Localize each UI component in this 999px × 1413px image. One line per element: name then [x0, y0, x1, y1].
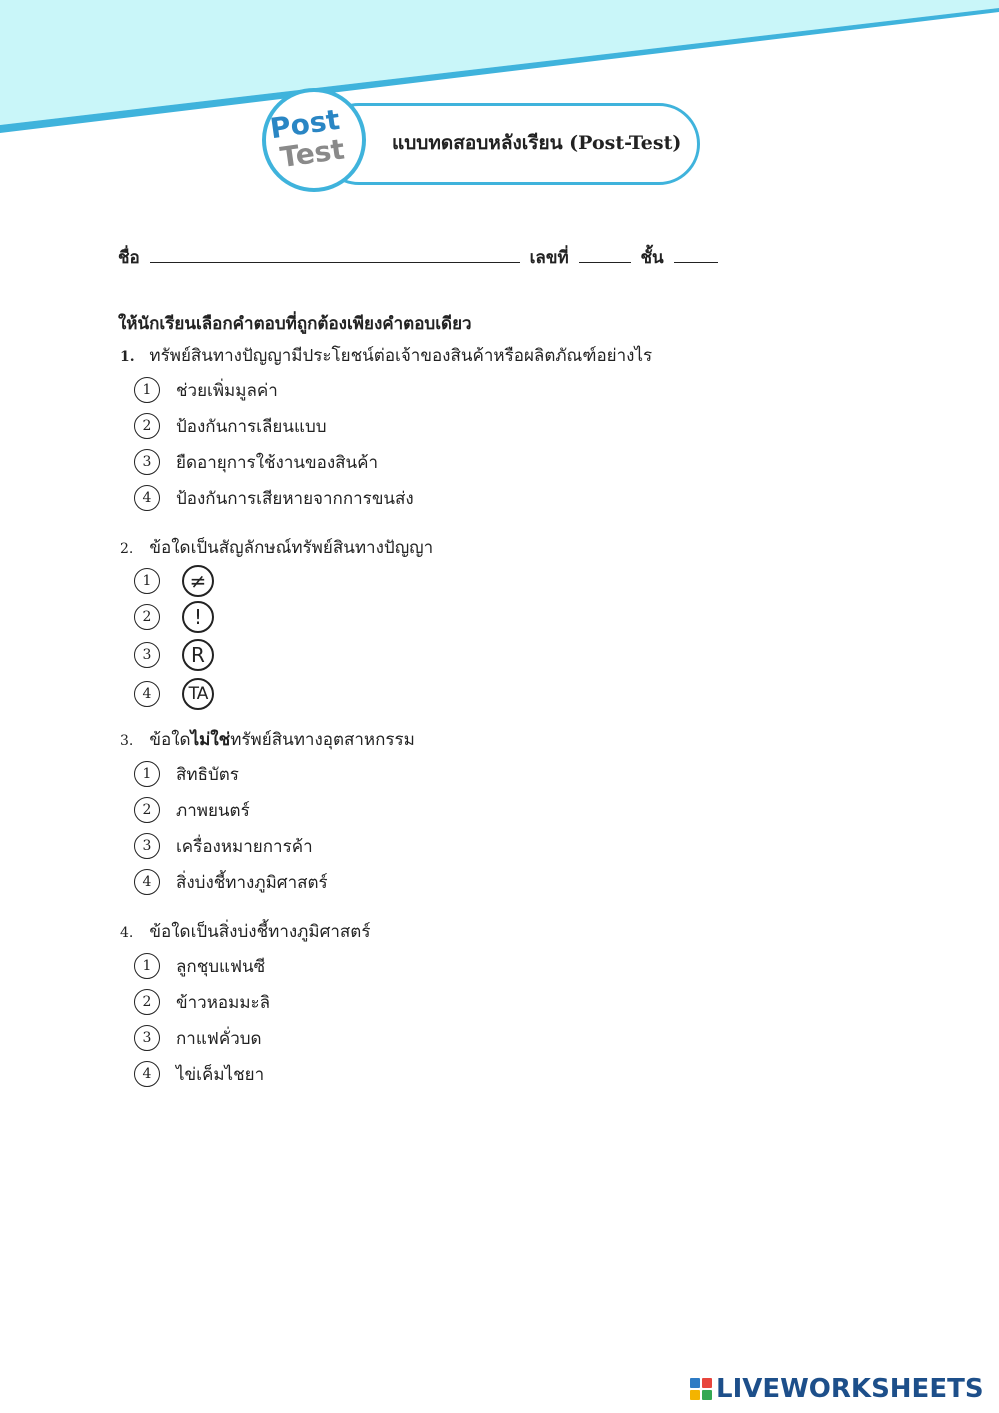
instructions: ให้นักเรียนเลือกคำตอบที่ถูกต้องเพียงคำตอบเดียว: [118, 314, 472, 334]
question-text: ข้อใดเป็นสัญลักษณ์ทรัพย์สินทางปัญญา: [149, 538, 434, 558]
q4-option-1[interactable]: [134, 952, 265, 980]
q4-option-2[interactable]: [134, 988, 270, 1016]
option-number: 2: [134, 604, 160, 630]
q2-option-1[interactable]: [134, 567, 214, 595]
question-number: 3.: [120, 733, 134, 749]
option-text: สิ่งบ่งชี้ทางภูมิศาสตร์: [176, 872, 328, 893]
question-text-emphasis: ไม่ใช่: [190, 730, 231, 750]
question-number: 1.: [120, 349, 135, 365]
q3-option-2[interactable]: [134, 796, 250, 824]
q3-option-4[interactable]: [134, 868, 328, 896]
option-number: 1: [134, 761, 160, 787]
option-number: 4: [134, 1061, 160, 1087]
student-info-line: [118, 244, 722, 271]
question-4: [120, 918, 370, 945]
exclamation-symbol-icon: !: [182, 601, 214, 633]
liveworksheets-grid-icon: [690, 1378, 712, 1400]
name-field[interactable]: [150, 246, 520, 263]
option-number: 1: [134, 568, 160, 594]
logo-line-post: Post: [267, 102, 342, 146]
option-text: ภาพยนตร์: [176, 800, 250, 821]
option-number: 1: [134, 377, 160, 403]
q1-option-4[interactable]: [134, 484, 414, 512]
class-field[interactable]: [674, 246, 718, 263]
option-text: เครื่องหมายการค้า: [176, 836, 313, 857]
option-number: 2: [134, 989, 160, 1015]
option-number: 3: [134, 833, 160, 859]
class-label: ชั้น: [640, 248, 664, 268]
q1-option-2[interactable]: [134, 412, 327, 440]
question-number: 2.: [120, 541, 134, 557]
option-text: ไข่เค็มไชยา: [176, 1064, 265, 1085]
option-text: สิทธิบัตร: [176, 764, 239, 785]
option-number: 3: [134, 449, 160, 475]
option-text: กาแฟคั่วบด: [176, 1028, 262, 1049]
option-text: ป้องกันการเสียหายจากการขนส่ง: [176, 488, 414, 509]
question-text-after: ทรัพย์สินทางอุตสาหกรรม: [230, 730, 415, 750]
q1-option-1[interactable]: [134, 376, 278, 404]
option-number: 1: [134, 953, 160, 979]
logo-line-test: Test: [278, 132, 347, 175]
option-number: 2: [134, 797, 160, 823]
option-text: ข้าวหอมมะลิ: [176, 992, 271, 1013]
question-text: ข้อใดเป็นสิ่งบ่งชี้ทางภูมิศาสตร์: [149, 922, 371, 942]
post-test-logo-text: [268, 102, 365, 174]
q1-option-3[interactable]: [134, 448, 378, 476]
q2-option-3[interactable]: [134, 641, 214, 669]
question-1: [120, 342, 652, 369]
page-title: แบบทดสอบหลังเรียน (Post-Test): [392, 132, 682, 154]
registered-symbol-icon: R: [182, 639, 214, 671]
q3-option-1[interactable]: [134, 760, 239, 788]
option-number: 2: [134, 413, 160, 439]
q4-option-4[interactable]: [134, 1060, 264, 1088]
option-text: ยืดอายุการใช้งานของสินค้า: [176, 452, 379, 473]
liveworksheets-logo: [690, 1374, 984, 1404]
option-number: 4: [134, 485, 160, 511]
number-field[interactable]: [579, 246, 631, 263]
question-text: ทรัพย์สินทางปัญญามีประโยชน์ต่อเจ้าของสินค้าหรือผลิตภัณฑ์อย่างไร: [149, 346, 653, 366]
option-number: 4: [134, 869, 160, 895]
question-2: [120, 534, 433, 561]
q2-option-2[interactable]: [134, 603, 214, 631]
question-number: 4.: [120, 925, 134, 941]
question-text-before: ข้อใด: [149, 730, 191, 750]
option-number: 3: [134, 1025, 160, 1051]
q2-option-4[interactable]: [134, 680, 214, 708]
ta-symbol-icon: TA: [182, 678, 214, 710]
option-number: 4: [134, 681, 160, 707]
name-label: ชื่อ: [118, 248, 140, 268]
q4-option-3[interactable]: [134, 1024, 262, 1052]
option-text: ป้องกันการเลียนแบบ: [176, 416, 327, 437]
option-text: ลูกชุบแฟนซี: [176, 956, 266, 977]
question-3: [120, 726, 415, 753]
brand-name: LIVEWORKSHEETS: [716, 1374, 984, 1404]
q3-option-3[interactable]: [134, 832, 313, 860]
number-label: เลขที่: [529, 248, 569, 268]
option-text: ช่วยเพิ่มมูลค่า: [176, 380, 278, 401]
option-number: 3: [134, 642, 160, 668]
not-equal-symbol-icon: ≠: [182, 565, 214, 597]
